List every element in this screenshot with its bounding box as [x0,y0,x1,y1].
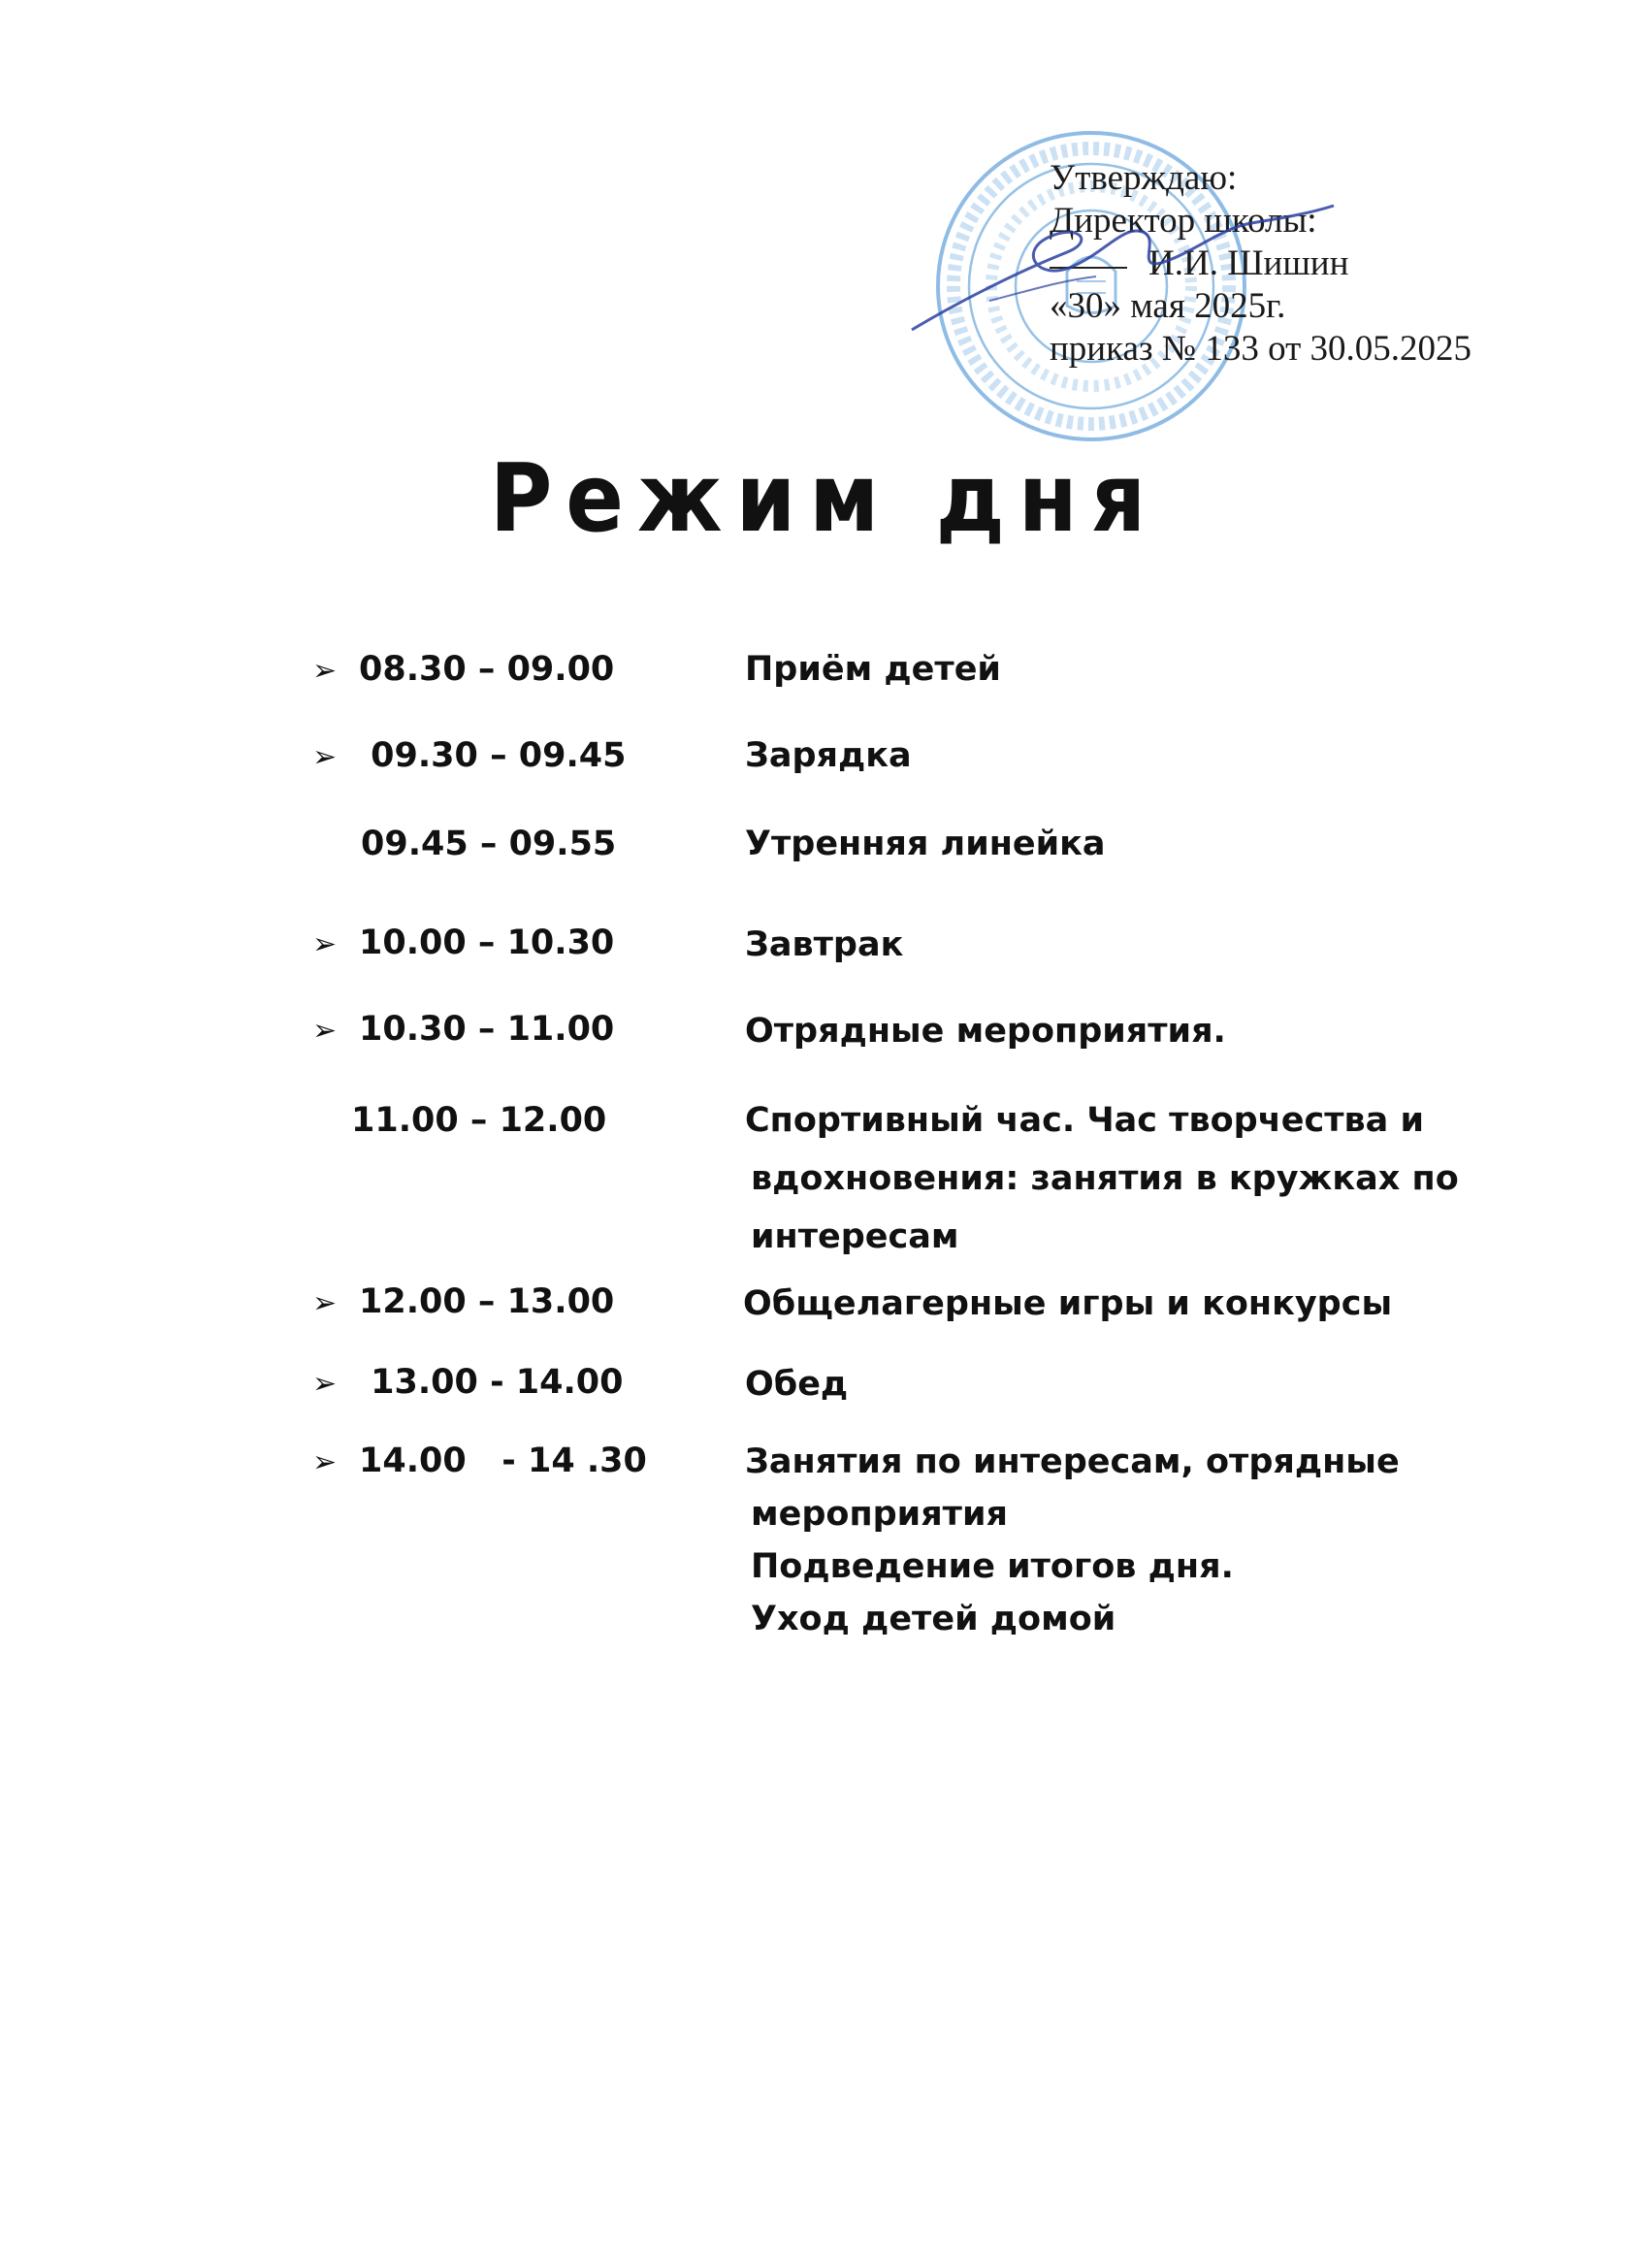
activity: Приём детей [745,650,1001,689]
activity: Обед [745,1365,849,1404]
approval-position: Директор школы: [1050,201,1317,241]
time-range: 10.00 – 10.30 [359,923,615,962]
approval-heading: Утверждаю: [1050,158,1238,198]
approval-order: приказ № 133 от 30.05.2025 [1050,329,1472,369]
activity: Спортивный час. Час творчества и вдохновения: занятия в кружках по интересам [745,1101,1459,1256]
arrow-bullet-icon: ➢ [312,927,338,961]
activity: Отрядные мероприятия. [745,1012,1226,1051]
arrow-bullet-icon: ➢ [312,1014,338,1048]
time-range: 12.00 – 13.00 [359,1282,615,1321]
time-range: 09.45 – 09.55 [361,825,617,863]
activity: Зарядка [745,736,912,775]
time-range: 14.00 - 14 .30 [359,1442,647,1480]
approval-date: «30» мая 2025г. [1050,286,1286,326]
activity: Утренняя линейка [745,825,1106,863]
time-range: 08.30 – 09.00 [359,650,615,689]
activity: Занятия по интересам, отрядные мероприятия Подведение итогов дня. Уход детей домой [745,1442,1400,1638]
page-title: Режим дня [489,442,1160,554]
arrow-bullet-icon: ➢ [312,654,338,688]
arrow-bullet-icon: ➢ [312,1367,338,1401]
time-range: 11.00 – 12.00 [351,1101,607,1140]
arrow-bullet-icon: ➢ [312,740,338,774]
time-range: 09.30 – 09.45 [359,736,627,775]
time-range: 13.00 - 14.00 [359,1363,624,1402]
activity: Завтрак [745,925,904,964]
director-name: И.И. Шишин [1148,243,1349,283]
arrow-bullet-icon: ➢ [312,1445,338,1479]
activity: Общелагерные игры и конкурсы [743,1284,1393,1323]
arrow-bullet-icon: ➢ [312,1286,338,1320]
time-range: 10.30 – 11.00 [359,1010,615,1049]
